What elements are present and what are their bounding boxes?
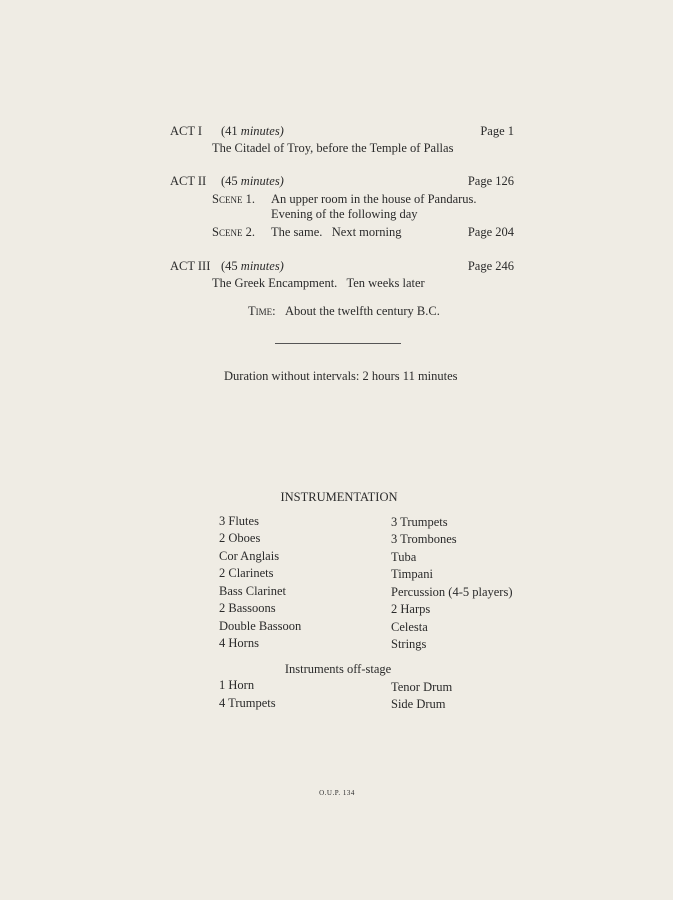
act1-page: Page 1 [480,124,514,138]
time-label: Time: [248,304,276,318]
act2-scene2-text: The same. Next morning [271,225,402,239]
offstage-right: Tenor Drum [391,680,453,694]
instrument-right: 3 Trumpets [391,515,448,529]
act2-scene2-label: Scene 2. [212,225,255,239]
time-text: About the twelfth century B.C. [285,304,440,318]
instrument-right: 2 Harps [391,602,431,616]
instrument-left: Double Bassoon [219,619,302,633]
instrument-right: Percussion (4-5 players) [391,585,513,599]
act2-scene1-label: Scene 1. [212,192,255,206]
instrumentation-title: INSTRUMENTATION [280,490,398,504]
divider-rule [275,343,401,344]
instrument-left: 3 Flutes [219,514,259,528]
act1-setting: The Citadel of Troy, before the Temple of Pallas [212,141,454,155]
offstage-left: 4 Trumpets [219,696,276,710]
offstage-title: Instruments off-stage [284,662,392,676]
offstage-left: 1 Horn [219,678,255,692]
act3-setting: The Greek Encampment. Ten weeks later [212,276,425,290]
offstage-right: Side Drum [391,697,446,711]
instrument-right: Timpani [391,567,433,581]
instrument-right: Celesta [391,620,428,634]
instrument-left: 2 Clarinets [219,566,274,580]
publisher-code: O.U.P. 134 [319,789,355,797]
act2-duration: (45 minutes) [221,174,284,188]
act3-page: Page 246 [467,259,514,273]
instrument-left: 2 Bassoons [219,601,276,615]
instrument-right: Tuba [391,550,417,564]
act3-label: ACT III [170,259,211,273]
instrument-left: Cor Anglais [219,549,280,563]
act3-duration: (45 minutes) [221,259,284,273]
act2-page: Page 126 [467,174,514,188]
act2-scene1-line1: An upper room in the house of Pandarus. [271,192,477,206]
act1-duration: (41 minutes) [221,124,284,138]
instrument-right: 3 Trombones [391,532,457,546]
instrument-left: 2 Oboes [219,531,261,545]
instrument-left: Bass Clarinet [219,584,287,598]
act2-label: ACT II [170,174,207,188]
act2-scene1-line2: Evening of the following day [271,207,418,221]
act1-label: ACT I [170,124,203,138]
duration-line: Duration without intervals: 2 hours 11 minutes [224,369,458,383]
instrument-left: 4 Horns [219,636,259,650]
instrument-right: Strings [391,637,427,651]
act2-scene2-page: Page 204 [467,225,514,239]
